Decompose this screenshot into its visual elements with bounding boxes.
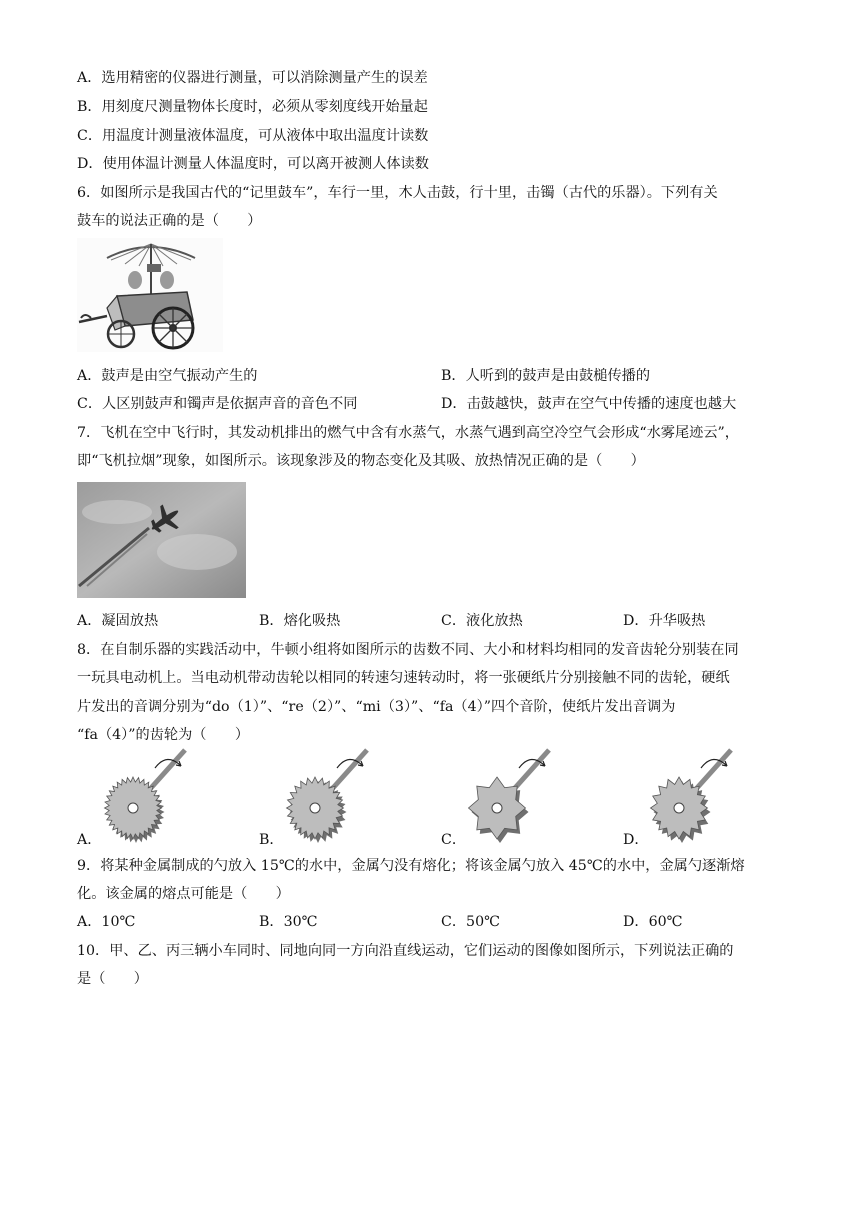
gear-axle-hole xyxy=(674,803,684,813)
gear-d xyxy=(651,750,732,843)
q9-option-b: B．30℃ xyxy=(259,914,318,930)
q9-stem-line1: 9．将某种金属制成的勺放入 15℃的水中，金属勺没有熔化；将该金属勺放入 45℃的水中，金属勺逐渐熔 xyxy=(77,858,745,874)
q9-option-a: A．10℃ xyxy=(77,914,136,930)
q6-option-d: D．击鼓越快，鼓声在空气中传播的速度也越大 xyxy=(441,396,737,412)
q7-option-b: B．熔化吸热 xyxy=(259,613,341,629)
q6-option-a: A．鼓声是由空气振动产生的 xyxy=(77,368,258,384)
gear-c xyxy=(469,750,550,843)
q8-stem-line2: 一玩具电动机上。当电动机带动齿轮以相同的转速匀速转动时，将一张硬纸片分别接触不同的齿轮，硬纸 xyxy=(77,670,730,686)
q6-stem-line1: 6．如图所示是我国古代的“记里鼓车”，车行一里，木人击鼓，行十里，击镯（古代的乐器）。下列有关 xyxy=(77,185,718,201)
gear-a xyxy=(105,750,186,843)
drum-cart-image xyxy=(77,238,223,352)
q8-stem-line1: 8．在自制乐器的实践活动中，牛顿小组将如图所示的齿数不同、大小和材料均相同的发音齿轮分别装在同 xyxy=(77,642,739,658)
q10-stem-line1: 10．甲、乙、丙三辆小车同时、同地向同一方向沿直线运动，它们运动的图像如图所示，下列说法正确的 xyxy=(77,943,734,959)
airplane-contrail-image xyxy=(77,482,246,598)
q9-option-c: C．50℃ xyxy=(441,914,500,930)
q7-stem-line2: 即“飞机拉烟”现象，如图所示。该现象涉及的物态变化及其吸、放热情况正确的是（ ） xyxy=(77,453,645,469)
q9-option-d: D．60℃ xyxy=(623,914,683,930)
q5-option-d: D．使用体温计测量人体温度时，可以离开被测人体读数 xyxy=(77,156,429,172)
q8-stem-line4: “fa（4）”的齿轮为（ ） xyxy=(77,727,250,743)
q7-stem-line1: 7．飞机在空中飞行时，其发动机排出的燃气中含有水蒸气，水蒸气遇到高空冷空气会形成“水雾尾迹云”， xyxy=(77,425,739,441)
q6-option-c: C．人区别鼓声和镯声是依据声音的音色不同 xyxy=(77,396,358,412)
q10-stem-line2: 是（ ） xyxy=(77,971,148,987)
q7-option-d: D．升华吸热 xyxy=(623,613,706,629)
q5-option-a: A．选用精密的仪器进行测量，可以消除测量产生的误差 xyxy=(77,70,428,86)
q8-option-c: C． xyxy=(441,832,467,848)
gear-axle-hole xyxy=(492,803,502,813)
q5-option-b: B．用刻度尺测量物体长度时，必须从零刻度线开始量起 xyxy=(77,99,428,115)
q7-option-a: A．凝固放热 xyxy=(77,613,159,629)
q8-option-b: B． xyxy=(259,832,284,848)
gears-figure xyxy=(77,746,797,850)
q8-option-d: D． xyxy=(623,832,649,848)
gear-axle-hole xyxy=(310,803,320,813)
gear-b xyxy=(287,750,368,843)
q8-stem-line3: 片发出的音调分别为“do（1）”、“re（2）”、“mi（3）”、“fa（4）”四个音阶，使纸片发出音调为 xyxy=(77,699,676,715)
q5-option-c: C．用温度计测量液体温度，可从液体中取出温度计读数 xyxy=(77,128,429,144)
q9-stem-line2: 化。该金属的熔点可能是（ ） xyxy=(77,886,290,902)
gear-axle-hole xyxy=(128,803,138,813)
q6-stem-line2: 鼓车的说法正确的是（ ） xyxy=(77,213,262,229)
q6-option-b: B．人听到的鼓声是由鼓槌传播的 xyxy=(441,368,651,384)
q8-option-a: A． xyxy=(77,832,102,848)
q7-option-c: C．液化放热 xyxy=(441,613,523,629)
